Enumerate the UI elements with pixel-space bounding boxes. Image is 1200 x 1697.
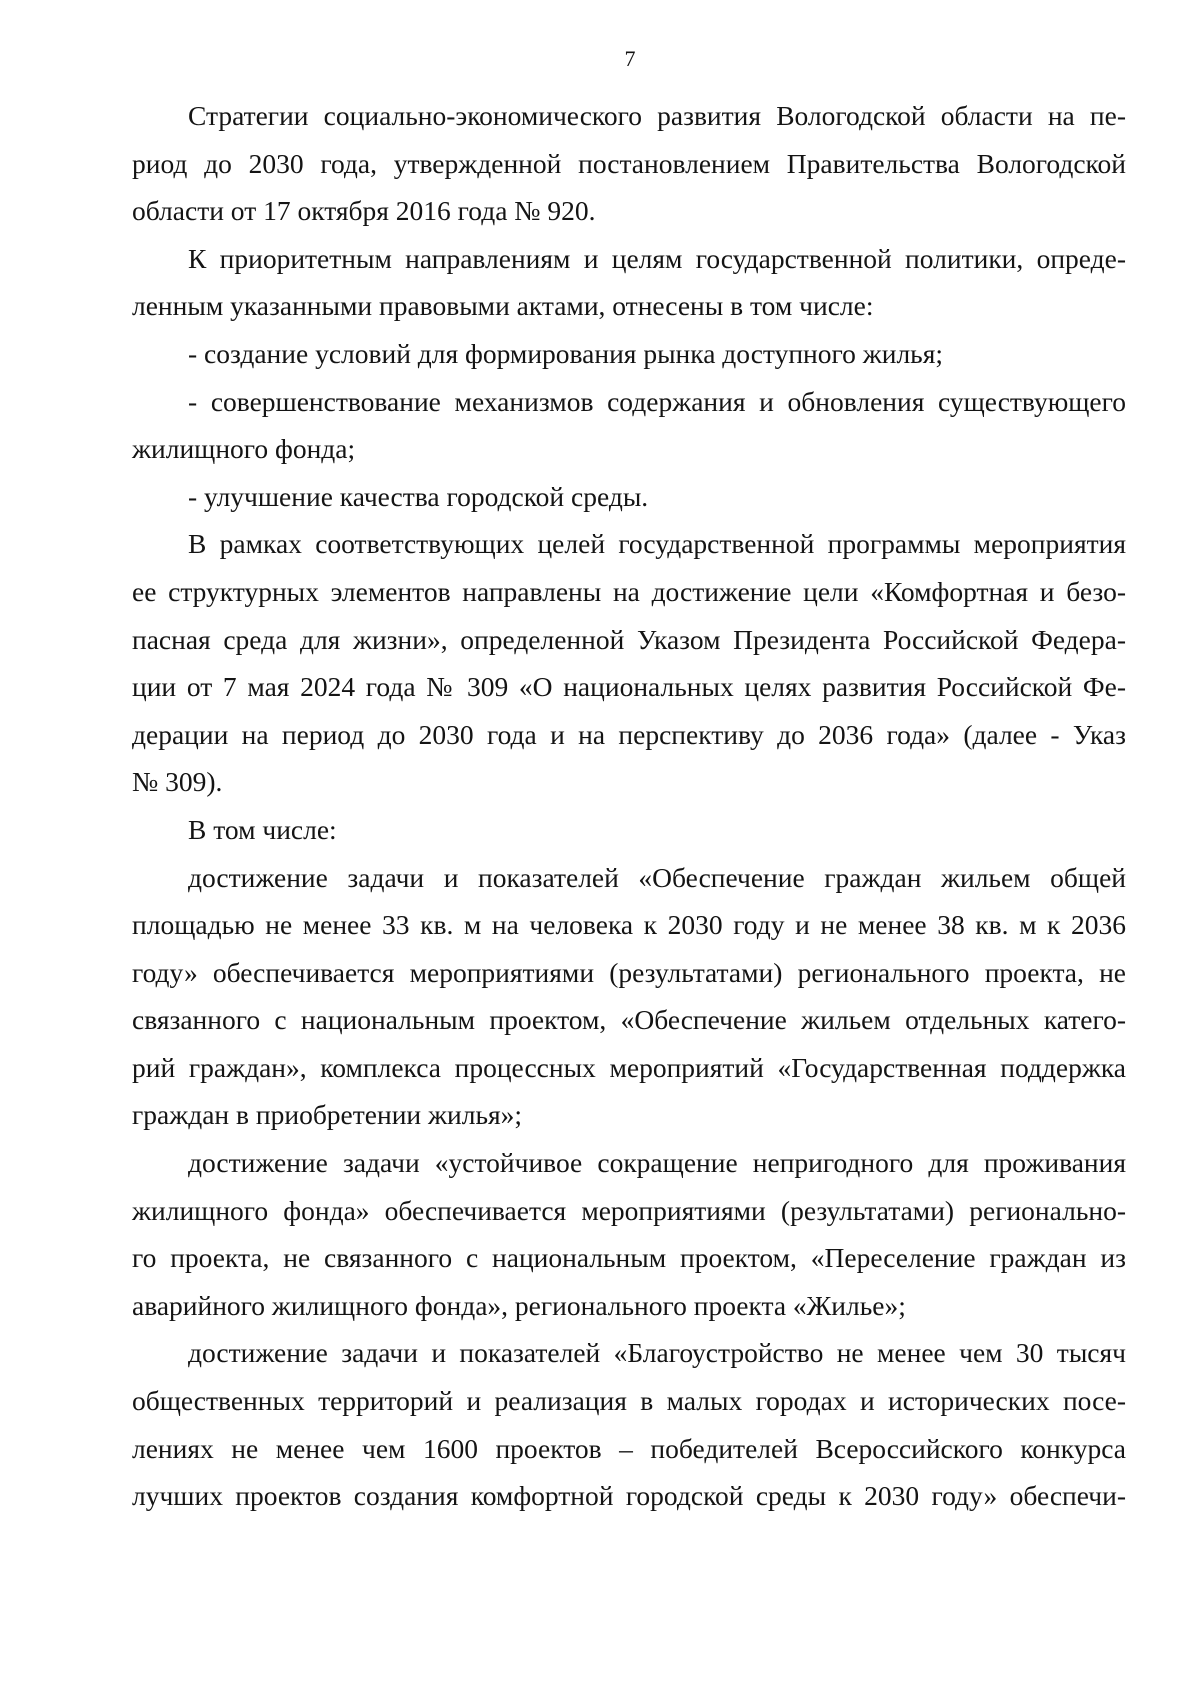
text-line: лениях не менее чем 1600 проектов – победителей Всероссийского конкурса bbox=[132, 1432, 1126, 1464]
text-line: В том числе: bbox=[188, 813, 337, 845]
text-line: Стратегии социально-экономического развития Вологодской области на пе- bbox=[188, 100, 1126, 131]
text-line: В рамках соответствующих целей государственной программы мероприятия bbox=[188, 528, 1126, 560]
text-line: дерации на период до 2030 года и на перспективу до 2036 года» (далее - Указ bbox=[132, 718, 1126, 750]
text-line: К приоритетным направлениям и целям государственной политики, опреде- bbox=[188, 242, 1126, 274]
text-line: жилищного фонда» обеспечивается мероприятиями (результатами) регионально- bbox=[132, 1194, 1126, 1226]
page-number: 7 bbox=[624, 46, 636, 71]
text-line: области от 17 октября 2016 года № 920. bbox=[132, 195, 596, 227]
text-line: го проекта, не связанного с национальным проектом, «Переселение граждан из bbox=[132, 1242, 1126, 1274]
text-line: площадью не менее 33 кв. м на человека к 2030 году и не менее 38 кв. м к 2036 bbox=[132, 909, 1126, 941]
text-line: № 309). bbox=[132, 766, 223, 798]
text-line: достижение задачи «устойчивое сокращение непригодного для проживания bbox=[188, 1147, 1126, 1179]
text-line: рий граждан», комплекса процессных мероприятий «Государственная поддержка bbox=[132, 1051, 1126, 1083]
document-body bbox=[132, 92, 1126, 1520]
text-line: достижение задачи и показателей «Обеспечение граждан жильем общей bbox=[188, 861, 1126, 893]
text-line: - улучшение качества городской среды. bbox=[188, 480, 649, 512]
text-line: лучших проектов создания комфортной городской среды к 2030 году» обеспечи- bbox=[132, 1480, 1126, 1512]
text-line: - создание условий для формирования рынка доступного жилья; bbox=[188, 337, 944, 369]
text-line: пасная среда для жизни», определенной Указом Президента Российской Федера- bbox=[132, 623, 1126, 655]
text-line: связанного с национальным проектом, «Обеспечение жильем отдельных катего- bbox=[132, 1004, 1126, 1036]
text-line: граждан в приобретении жилья»; bbox=[132, 1099, 523, 1131]
text-line: достижение задачи и показателей «Благоустройство не менее чем 30 тысяч bbox=[188, 1337, 1126, 1369]
text-line: ее структурных элементов направлены на достижение цели «Комфортная и безо- bbox=[132, 575, 1126, 607]
text-line: ции от 7 мая 2024 года № 309 «О национальных целях развития Российской Фе- bbox=[132, 671, 1126, 703]
text-line: общественных территорий и реализация в малых городах и исторических посе- bbox=[132, 1385, 1126, 1417]
text-line: - совершенствование механизмов содержания и обновления существующего bbox=[188, 385, 1126, 417]
text-line: году» обеспечивается мероприятиями (результатами) регионального проекта, не bbox=[132, 956, 1126, 988]
text-line: ленным указанными правовыми актами, отнесены в том числе: bbox=[132, 290, 874, 322]
text-line: аварийного жилищного фонда», регионального проекта «Жилье»; bbox=[132, 1289, 906, 1321]
text-line: жилищного фонда; bbox=[132, 433, 356, 465]
text-line: риод до 2030 года, утвержденной постановлением Правительства Вологодской bbox=[132, 147, 1126, 179]
